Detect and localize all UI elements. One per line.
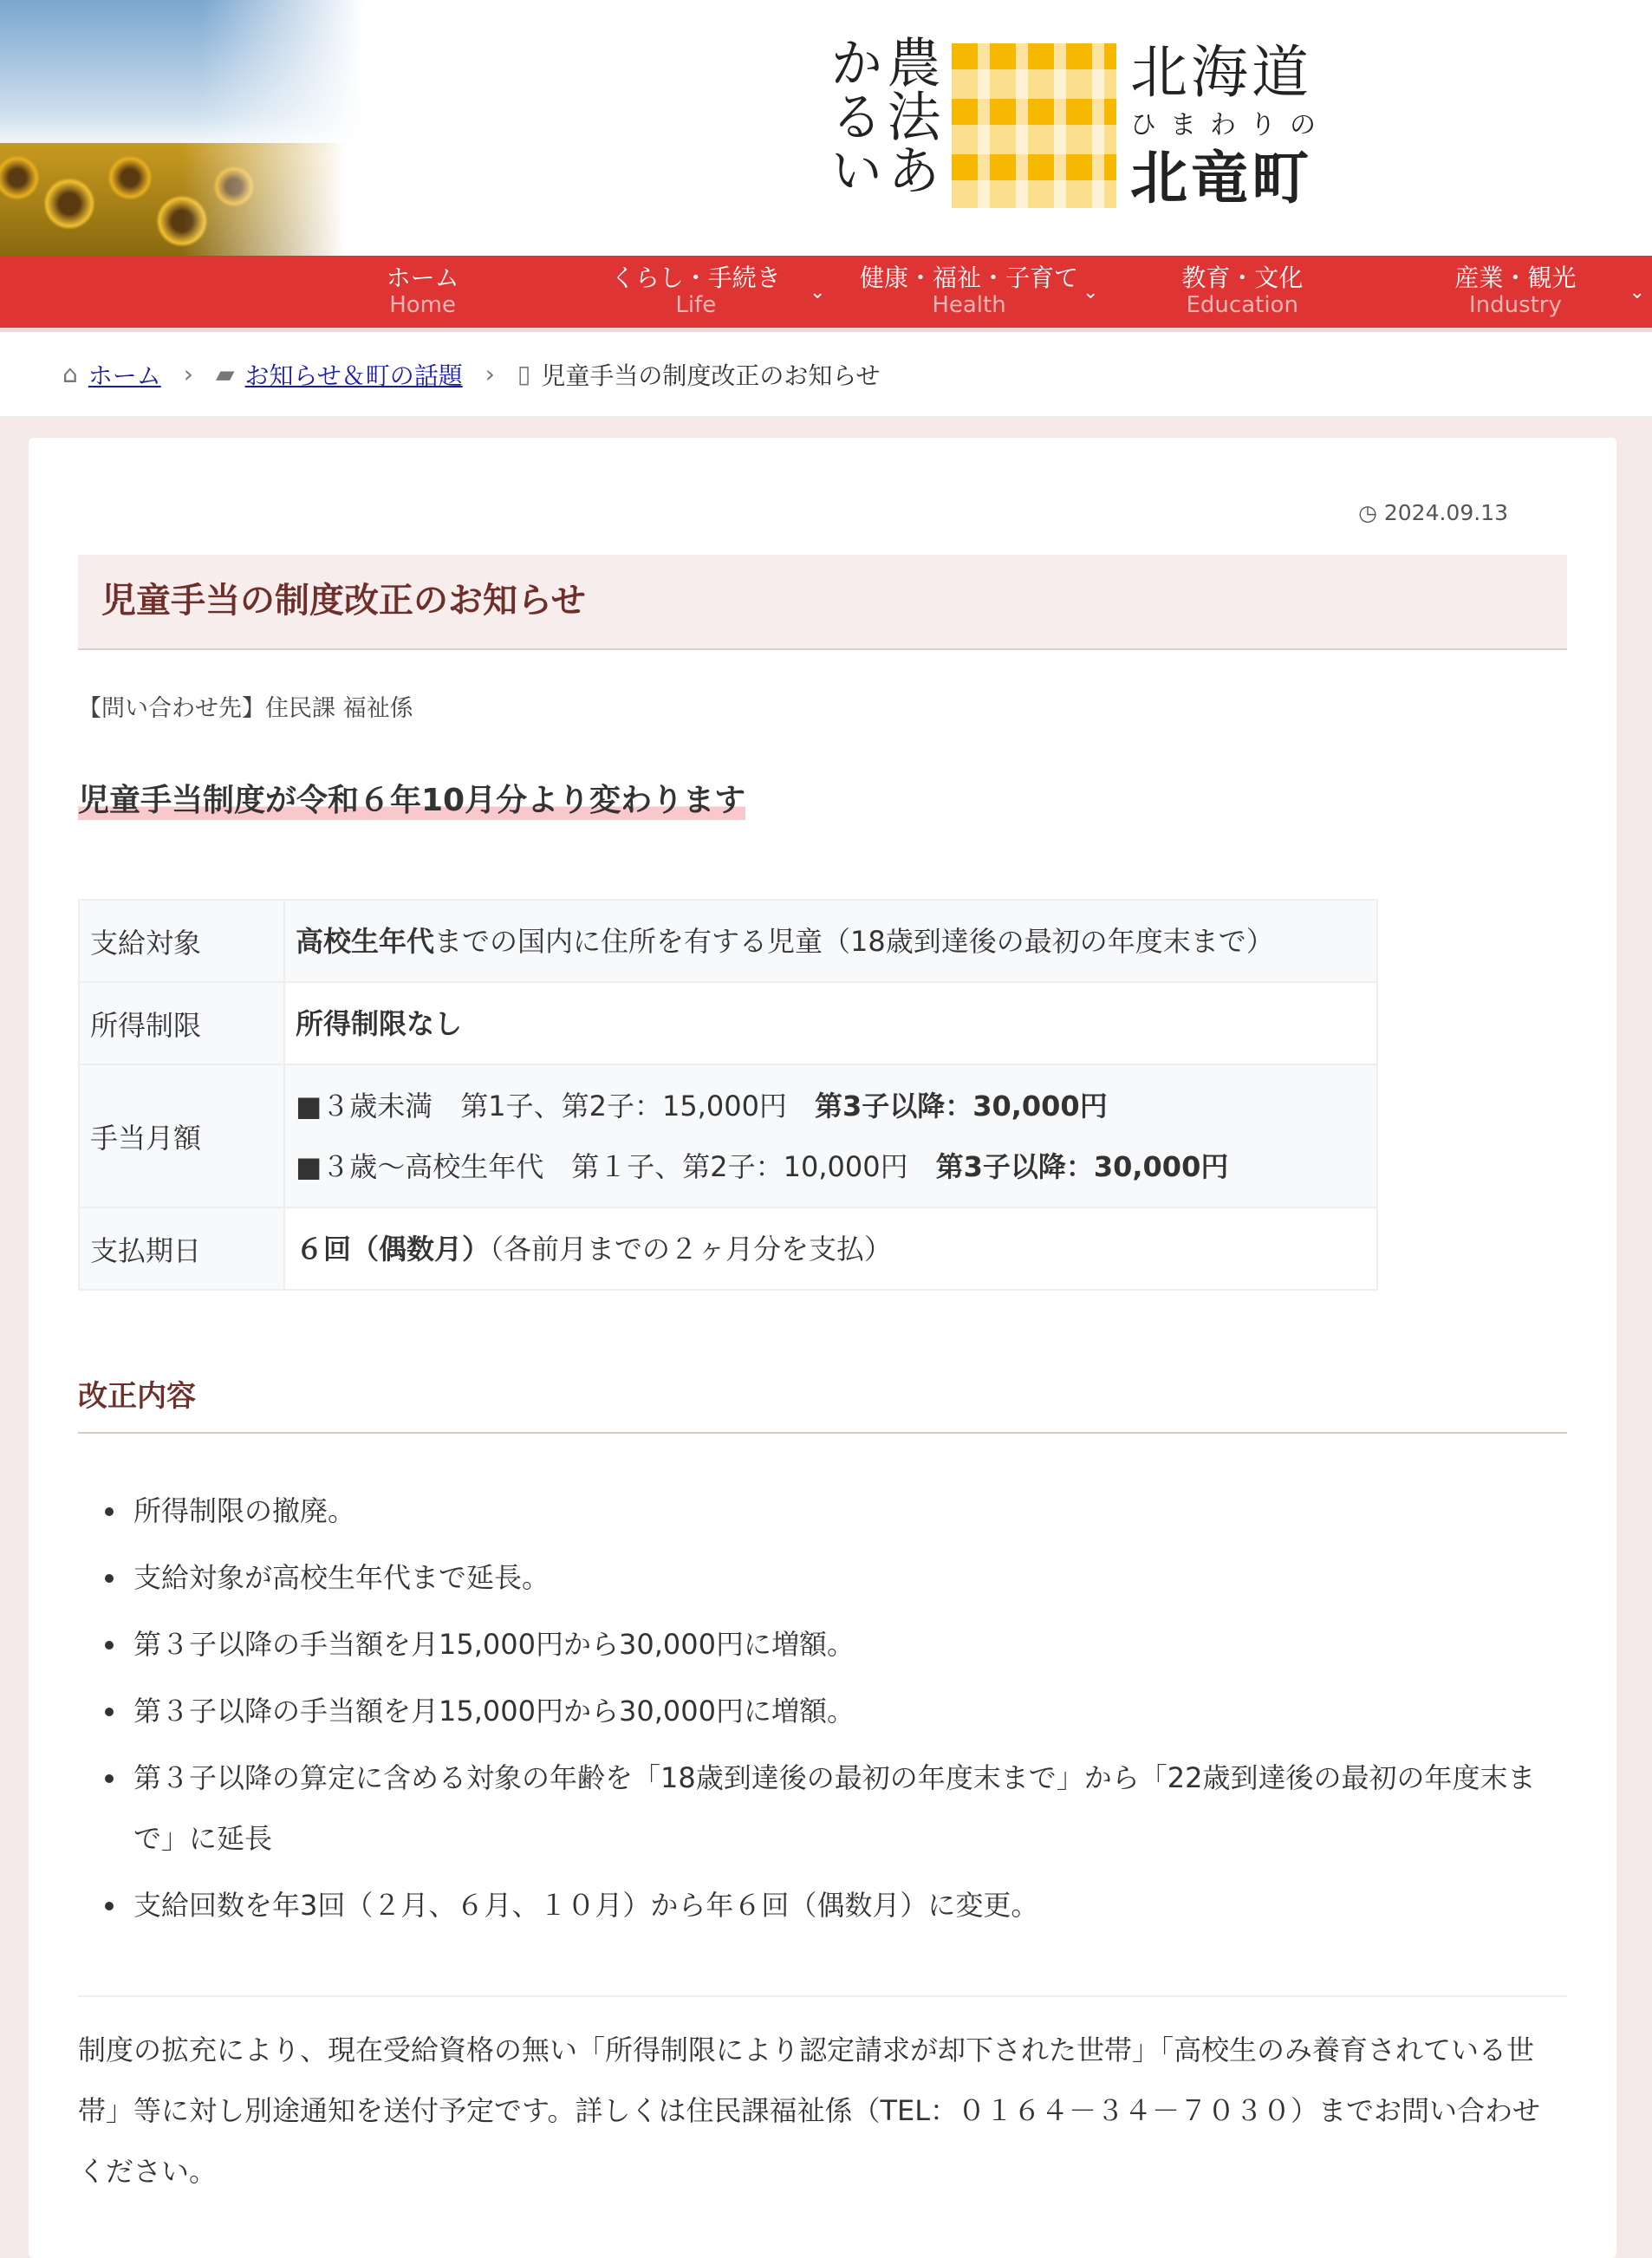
table-row — [79, 900, 1377, 982]
text: までの国内に住所を有する児童（18歳到達後の最初の年度末まで） — [434, 924, 1274, 958]
table-row — [79, 1207, 1377, 1290]
nav-life[interactable] — [559, 256, 832, 328]
list-item: • 第３子以降の手当額を月15,000円から30,000円に増額。 — [128, 1681, 1558, 1741]
row-value — [284, 1064, 1377, 1207]
list-item: • 第３子以降の算定に含める対象の年齢を「18歳到達後の最初の年度末まで」から「22歳到達後の最初の年度末まで」に延長 — [128, 1747, 1558, 1869]
table-row — [79, 1064, 1377, 1207]
nav-industry[interactable] — [1379, 256, 1652, 328]
breadcrumb-category-link[interactable]: お知らせ＆町の話題 — [244, 361, 463, 390]
nav-sublabel: Life — [675, 292, 717, 318]
note-paragraph: 制度の拡充により、現在受給資格の無い「所得制限により認定請求が却下された世帯」「高校生のみ養育されている世帯」等に対し別途通知を送付予定です。詳しくは住民課福祉係（TEL：０１６４－３４－７０３０）までお問い合わせください。 — [78, 2034, 1541, 2188]
contact-info: 【問い合わせ先】住民課 福祉係 — [78, 695, 413, 722]
list-item: • 支給対象が高校生年代まで延長。 — [128, 1547, 1558, 1608]
chevron-down-icon: ⌄ — [1083, 282, 1099, 303]
logo-line1: 北海道 — [1130, 39, 1312, 106]
nav-sublabel: Health — [932, 292, 1006, 318]
nav-label: ホーム — [386, 264, 459, 292]
bold-text: 第3子以降：30,000円 — [814, 1089, 1108, 1122]
logo-line2: ひまわりの — [1130, 110, 1330, 140]
clock-icon: ◷ — [1358, 500, 1377, 525]
row-value — [284, 982, 1377, 1064]
site-header — [0, 0, 1652, 256]
bold-text: ６回（偶数月） — [296, 1232, 491, 1266]
folder-icon: ▰ — [216, 360, 235, 388]
section-heading: 児童手当制度が令和６年10月分より変わります — [78, 776, 745, 820]
logo-check-pattern — [952, 43, 1116, 208]
table-row — [79, 982, 1377, 1064]
row-value — [284, 1207, 1377, 1290]
main-nav — [0, 256, 1652, 332]
nav-sublabel: Education — [1186, 292, 1298, 318]
chevron-down-icon: ⌄ — [1629, 282, 1646, 303]
nav-health[interactable] — [832, 256, 1105, 328]
subsection-heading: 改正内容 — [78, 1372, 1567, 1434]
bold-text: 高校生年代 — [296, 924, 435, 958]
allowance-table — [78, 899, 1378, 1291]
text: （各前月までの２ヶ月分を支払） — [490, 1232, 893, 1266]
breadcrumb-current: 児童手当の制度改正のお知らせ — [541, 361, 881, 390]
nav-label: 産業・観光 — [1454, 264, 1577, 292]
date-text: 2024.09.13 — [1383, 500, 1508, 525]
sunflower-image — [0, 143, 364, 256]
divider — [78, 1995, 1567, 1997]
chevron-right-icon: › — [183, 360, 193, 388]
logo-vertical-text: 農法あかるい — [821, 35, 941, 196]
row-value — [284, 900, 1377, 982]
nav-sublabel: Industry — [1468, 292, 1562, 318]
row-label: 支給対象 — [79, 900, 284, 982]
row-label: 支払期日 — [79, 1207, 284, 1290]
site-logo[interactable] — [823, 35, 1330, 217]
row-label: 所得制限 — [79, 982, 284, 1064]
nav-label: くらし・手続き — [610, 264, 781, 292]
list-item: • 支給回数を年3回（２月、６月、１０月）から年６回（偶数月）に変更。 — [128, 1875, 1558, 1936]
article-card — [29, 438, 1616, 2258]
home-icon: ⌂ — [62, 360, 78, 388]
nav-sublabel: Home — [389, 292, 456, 318]
nav-home[interactable] — [286, 256, 559, 328]
chevron-right-icon: › — [485, 360, 495, 388]
breadcrumb-home-link[interactable]: ホーム — [88, 361, 161, 390]
file-icon: ▯ — [517, 360, 531, 388]
nav-label: 健康・福祉・子育て — [860, 264, 1079, 292]
page-title: 児童手当の制度改正のお知らせ — [78, 555, 1567, 650]
nav-education[interactable] — [1106, 256, 1379, 328]
revision-list — [128, 1480, 1558, 1942]
post-date — [1358, 500, 1508, 525]
text: ■３歳未満 第1子、第2子：15,000円 — [296, 1089, 815, 1122]
nav-label: 教育・文化 — [1181, 264, 1304, 292]
breadcrumb — [0, 332, 1652, 419]
text: ■３歳〜高校生年代 第１子、第2子：10,000円 — [296, 1149, 936, 1183]
list-item: • 第３子以降の手当額を月15,000円から30,000円に増額。 — [128, 1614, 1558, 1675]
chevron-down-icon: ⌄ — [809, 282, 826, 303]
bold-text: 所得制限なし — [296, 1006, 463, 1040]
row-label: 手当月額 — [79, 1064, 284, 1207]
bold-text: 第3子以降：30,000円 — [935, 1149, 1229, 1183]
logo-line3: 北竜町 — [1130, 145, 1312, 211]
list-item: • 所得制限の撤廃。 — [128, 1480, 1558, 1541]
